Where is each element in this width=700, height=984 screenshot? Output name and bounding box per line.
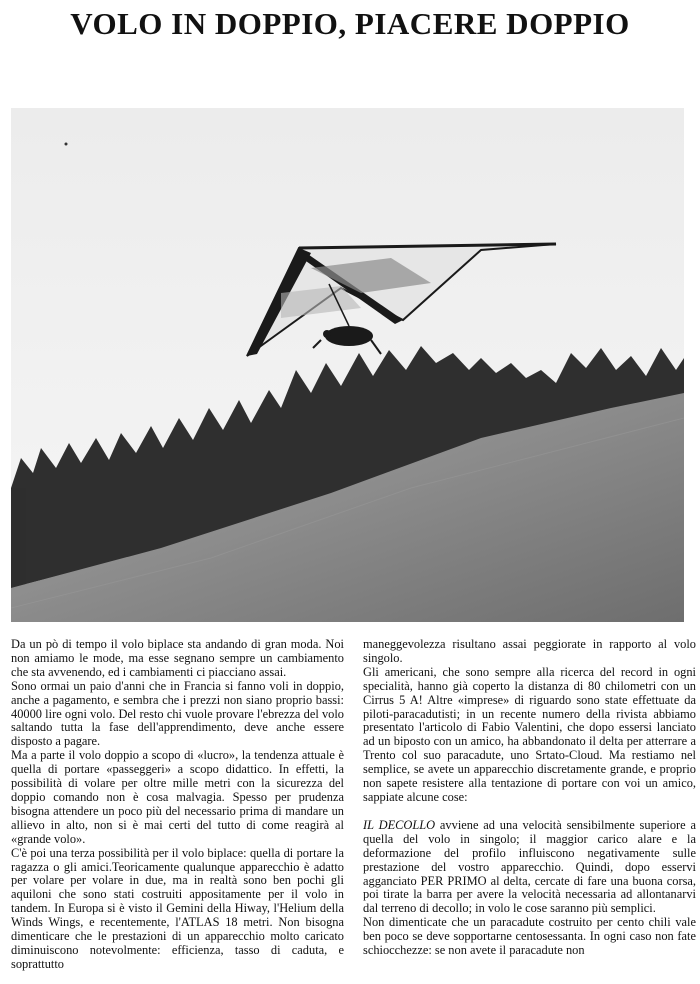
paragraph: maneggevolezza risultano assai peggiorate in rapporto al volo singolo.	[363, 637, 696, 665]
paragraph: Ma a parte il volo doppio a scopo di «lucro», la tendenza attuale è quella di portare «passeggeri» a scopo didattico. In effetti, la possibilità di volare per oltre mille metri con la sicurezza del doppio comando non è cosa malvagia. Spesso per prudenza bisogna attendere un poco più del necessario prima di mandare un allievo in alto, non si è mai certi del tutto di come reagirà al «grande volo».	[11, 748, 344, 846]
right-column	[363, 638, 696, 958]
paragraph: Gli americani, che sono sempre alla ricerca del record in ogni specialità, hanno già coperto la distanza di 80 chilometri con un Cirrus 5 A! Altre «imprese» di riguardo sono state effettuate da piloti-paracadutisti; in un recente numero della rivista abbiamo presentato l'articolo di Fabio Valentini, che dopo essersi lanciato ad un biposto con un amico, ha abbandonato il delta per atterrare a Trento col suo paracadute, uno Srtato-Cloud. Ma restiamo nel semplice, se avete un apparecchio discretamente grande, e proprio non sapete resistere alla tentazione di portare con voi un amico, sappiate alcune cose:	[363, 664, 696, 804]
paragraph: Non dimenticate che un paracadute costruito per cento chili vale ben poco se deve sopportarne centosessanta. In ogni caso non fate schiocchezze: se non avete il paracadute non	[363, 915, 696, 958]
paragraph: Sono ormai un paio d'anni che in Francia si fanno voli in doppio, anche a pagamento, e sembra che i prezzi non siano proprio bassi: 40000 lire ogni volo. Del resto chi vuole provare l'ebrezza del volo saltando tutta la fase dell'apprendimento, deve anche essere disposto a pagare.	[11, 678, 344, 749]
paragraph-text: avviene ad una velocità sensibilmente superiore a quella del volo in singolo; il maggior carico alare e la deformazione del profilo influiscono negativamente sulle prestazione del vostro apparecchio. Quindi, dopo esservi agganciato PER PRIMO al delta, cercate di fare una buona corsa, poi tirate la barra per avere la velocità necessaria ad allontanarvi dal terreno di decollo; in volo le cose saranno più semplici.	[363, 817, 696, 916]
hang-glider-tandem-photo	[11, 108, 684, 622]
left-column	[11, 638, 344, 972]
paragraph-decollo	[363, 819, 696, 916]
article-title: VOLO IN DOPPIO, PIACERE DOPPIO	[70, 6, 630, 41]
paragraph: Da un pò di tempo il volo biplace sta andando di gran moda. Noi non amiamo le mode, ma esse segnano sempre un cambiamento che sta avvenendo, ed i cambiamenti ci piacciano assai.	[11, 637, 344, 679]
section-heading: IL DECOLLO	[363, 817, 436, 832]
paragraph: C'è poi una terza possibilità per il volo biplace: quella di portare la ragazza o gli amici.Teoricamente qualunque apparecchio è adatto per volare per volare in due, ma in realtà sono ben pochi gli aquiloni che sono stati costruiti appositamente per il volo in tandem. In Europa si è visto il Gemini della Hiway, l'Helium della Winds Wings, e recentemente, l'ATLAS 18 metri. Non bisogna dimenticare che le prestazioni di un apparecchio molto caricato diminuiscono notevolmente: efficienza, tasso di caduta, e soprattutto	[11, 845, 344, 971]
